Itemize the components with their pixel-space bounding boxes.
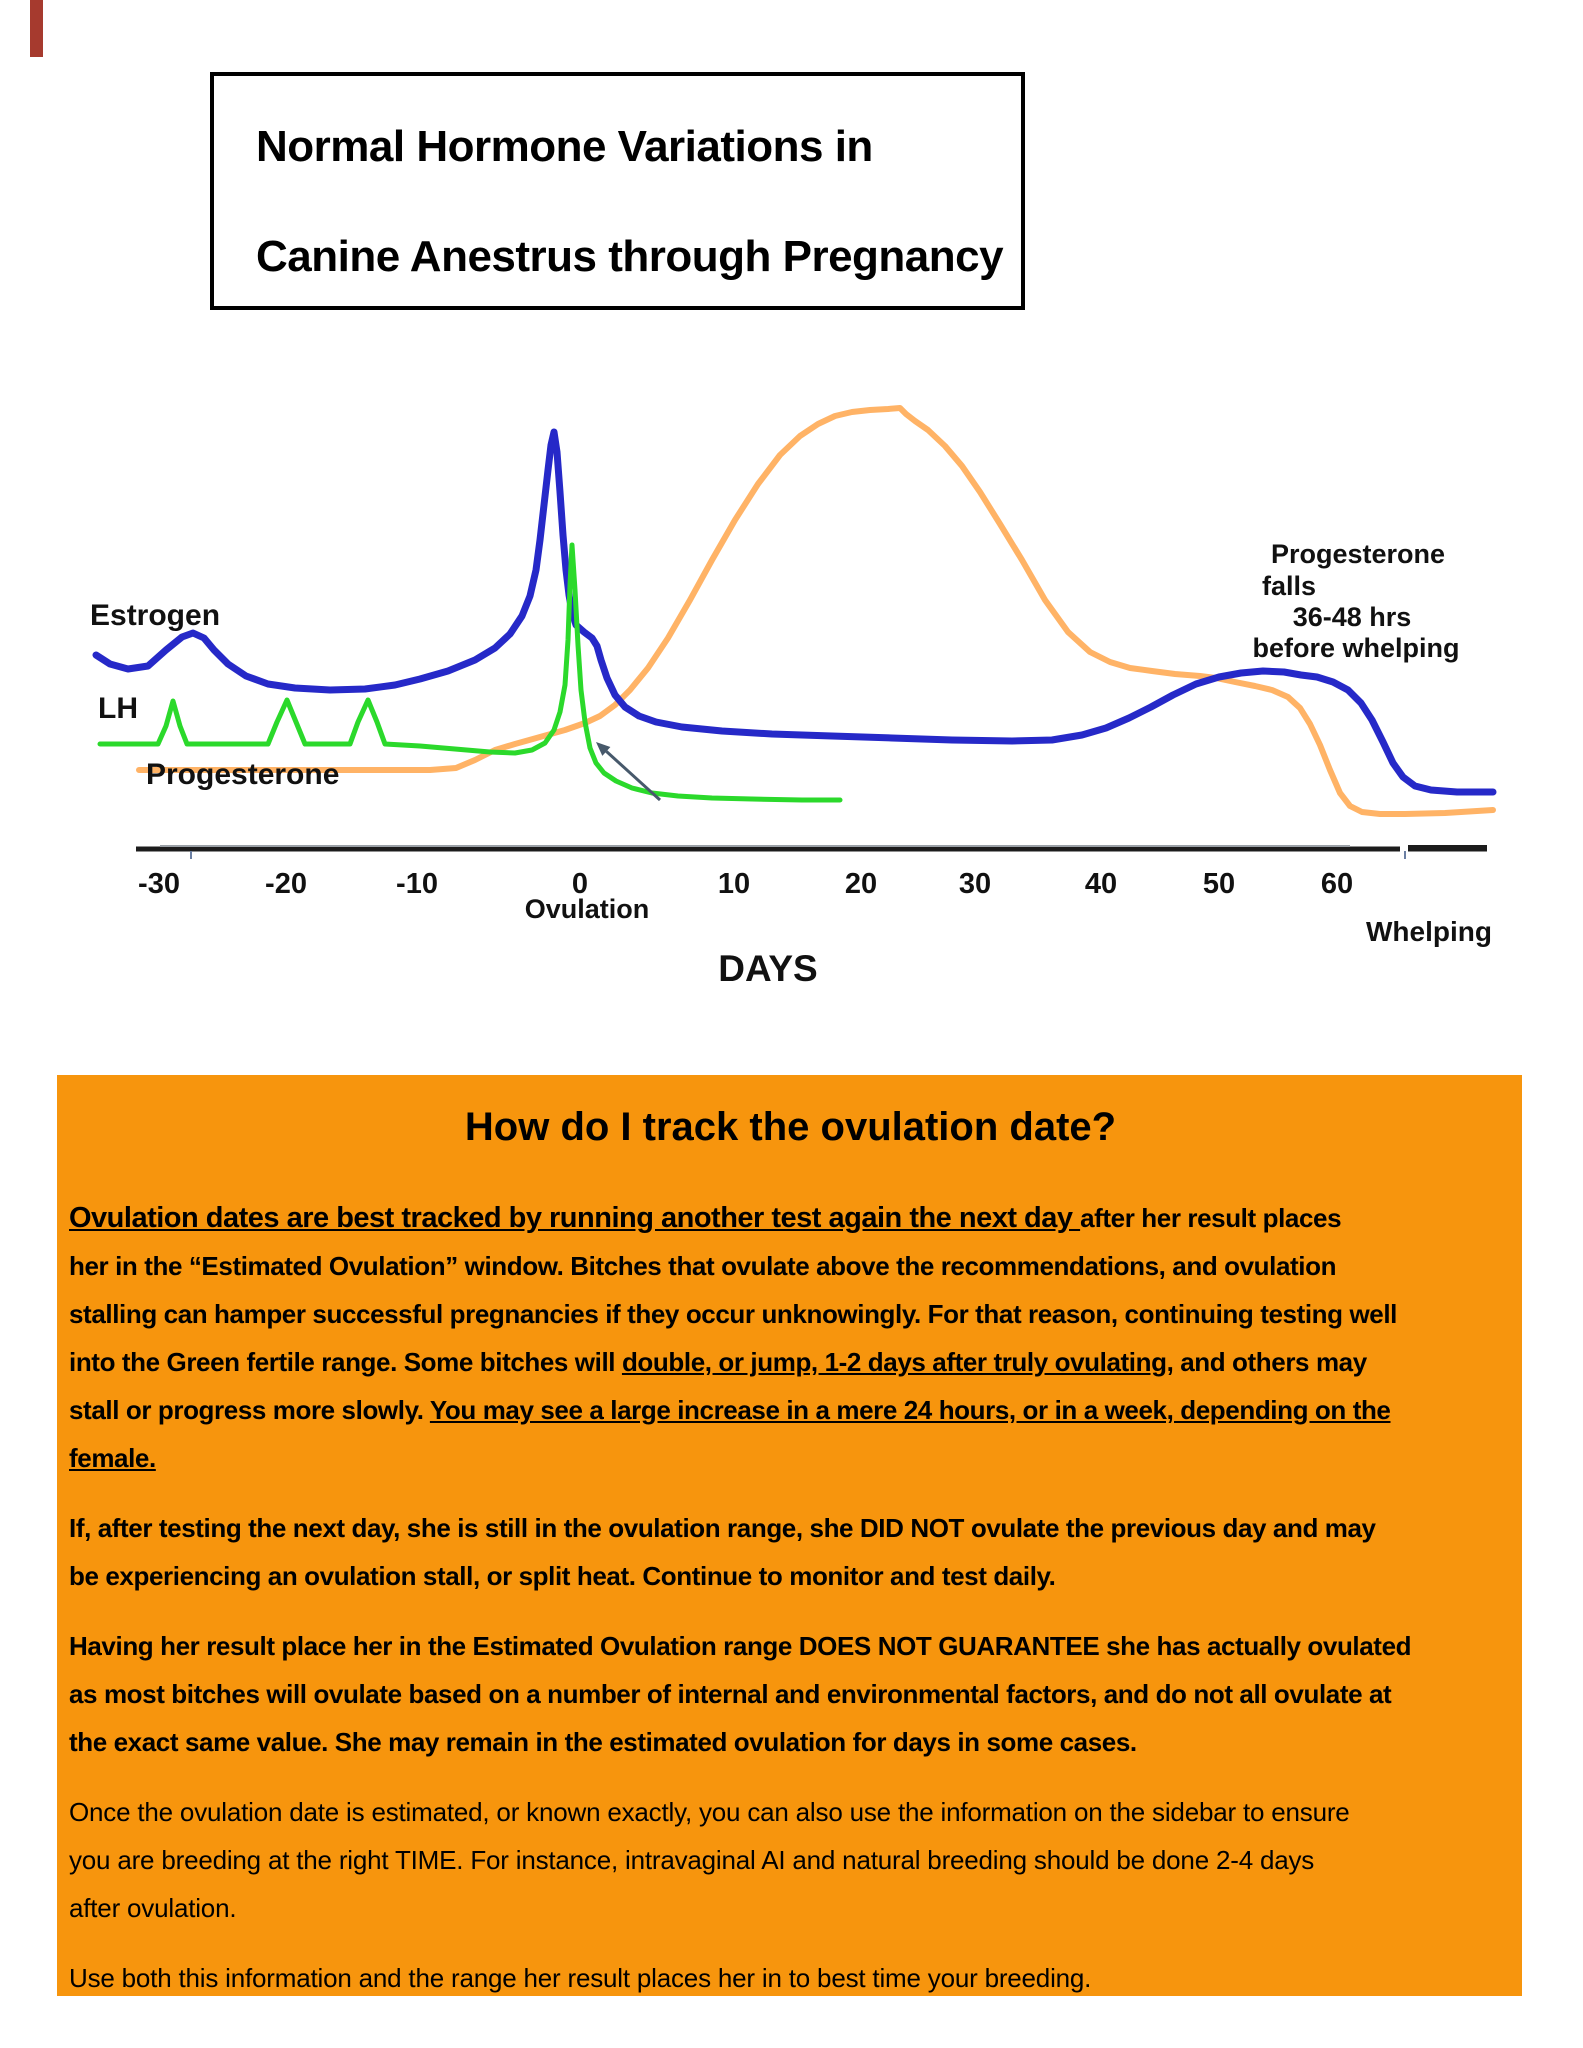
banner-text: her in the “Estimated Ovulation” window. Bitches that ovulate above the recommendations, and ovulation [69, 1251, 1337, 1281]
banner-paragraphs [69, 1194, 1512, 2002]
ovulation-label: Ovulation [524, 894, 650, 924]
banner-text-line [69, 1718, 1512, 1766]
banner-text: you are breeding at the right TIME. For instance, intravaginal AI and natural breeding should be done 2-4 days [69, 1845, 1315, 1875]
banner-text: Use both this information and the range her result places her in to best time your breeding. [69, 1963, 1092, 1993]
axis-small-tick-0 [190, 851, 192, 859]
axis-tick--10: -10 [396, 868, 438, 900]
axis-tick--30: -30 [138, 868, 180, 900]
banner-text: into the Green fertile range. Some bitches will [69, 1347, 622, 1377]
lh-label: LH [98, 692, 138, 725]
ovulation-crossing-arrow [606, 751, 660, 800]
banner-paragraph-2 [69, 1504, 1512, 1600]
days-label: DAYS [718, 948, 818, 989]
banner-text: , and others may [1166, 1347, 1367, 1377]
progesterone-falls-annotation-line3: 36-48 hrs [1292, 602, 1412, 632]
banner-text-line [69, 1788, 1512, 1836]
estrogen-label: Estrogen [90, 599, 221, 632]
banner-text-line [69, 1290, 1512, 1338]
banner-text: after her result places [1080, 1203, 1342, 1233]
banner-heading: How do I track the ovulation date? [464, 1105, 1117, 1149]
banner-lead-phrase: Ovulation dates are best tracked by running another test again the next day [69, 1202, 1081, 1234]
progesterone-falls-annotation-line1: Progesterone [1270, 539, 1446, 569]
banner-text: If, after testing the next day, she is still in the ovulation range, she DID NOT ovulate the previous day and may [69, 1513, 1376, 1543]
banner-text-line [69, 1836, 1512, 1884]
red-page-marker [30, 0, 43, 57]
banner-text: Having her result place her in the Estimated Ovulation range DOES NOT GUARANTEE she has actually ovulated [69, 1631, 1412, 1661]
banner-text: stalling can hamper successful pregnancies if they occur unknowingly. For that reason, continuing testing well [69, 1299, 1397, 1329]
banner-text-line [69, 1954, 1512, 2002]
banner-text: Once the ovulation date is estimated, or known exactly, you can also use the information on the sidebar to ensure [69, 1797, 1350, 1827]
axis-tick-40: 40 [1084, 868, 1118, 900]
axis-small-tick-1 [1404, 851, 1406, 859]
banner-underlined-text: You may see a large increase in a mere 24 hours, or in a week, depending on the [429, 1395, 1391, 1425]
axis-tick-30: 30 [958, 868, 992, 900]
page-title-line1: Normal Hormone Variations in [256, 122, 873, 171]
banner-text-line [69, 1242, 1512, 1290]
banner-text: as most bitches will ovulate based on a number of internal and environmental factors, and do not all ovulate at [69, 1679, 1392, 1709]
banner-text-line [69, 1434, 1512, 1482]
series-progesterone-line [139, 408, 1493, 814]
banner-underlined-text: female. [69, 1443, 156, 1473]
axis-tick-10: 10 [717, 868, 751, 900]
banner-paragraph-5 [69, 1954, 1512, 2002]
banner-text-line [69, 1386, 1512, 1434]
info-banner [57, 1075, 1522, 1996]
banner-text-line [69, 1504, 1512, 1552]
page-title-line2: Canine Anestrus through Pregnancy [256, 232, 1004, 281]
whelping-label: Whelping [1366, 916, 1492, 947]
hormone-chart [0, 330, 1583, 1010]
banner-text: after ovulation. [69, 1893, 237, 1923]
banner-text: be experiencing an ovulation stall, or split heat. Continue to monitor and test daily. [69, 1561, 1056, 1591]
banner-text-line [69, 1884, 1512, 1932]
progesterone-falls-annotation-line4: before whelping [1252, 633, 1460, 663]
axis-tick-60: 60 [1320, 868, 1354, 900]
banner-paragraph-4 [69, 1788, 1512, 1932]
banner-text-line [69, 1552, 1512, 1600]
banner-underlined-text: double, or jump, 1-2 days after truly ovulating [621, 1347, 1167, 1377]
banner-text-line [69, 1194, 1512, 1242]
progesterone-label: Progesterone [146, 758, 340, 791]
banner-text: the exact same value. She may remain in the estimated ovulation for days in some cases. [69, 1727, 1137, 1757]
banner-paragraph-3 [69, 1622, 1512, 1766]
title-box [210, 72, 1025, 310]
banner-text-line [69, 1338, 1512, 1386]
banner-text-line [69, 1622, 1512, 1670]
axis-tick-0: 0 [571, 868, 589, 900]
axis-tick--20: -20 [265, 868, 307, 900]
banner-text: stall or progress more slowly. [69, 1395, 430, 1425]
banner-text-line [69, 1670, 1512, 1718]
banner-paragraph-1 [69, 1194, 1512, 1482]
axis-tick-20: 20 [844, 868, 878, 900]
progesterone-falls-annotation-line2: falls [1262, 571, 1317, 601]
series-estrogen-line [96, 432, 1493, 792]
axis-tick-50: 50 [1202, 868, 1236, 900]
